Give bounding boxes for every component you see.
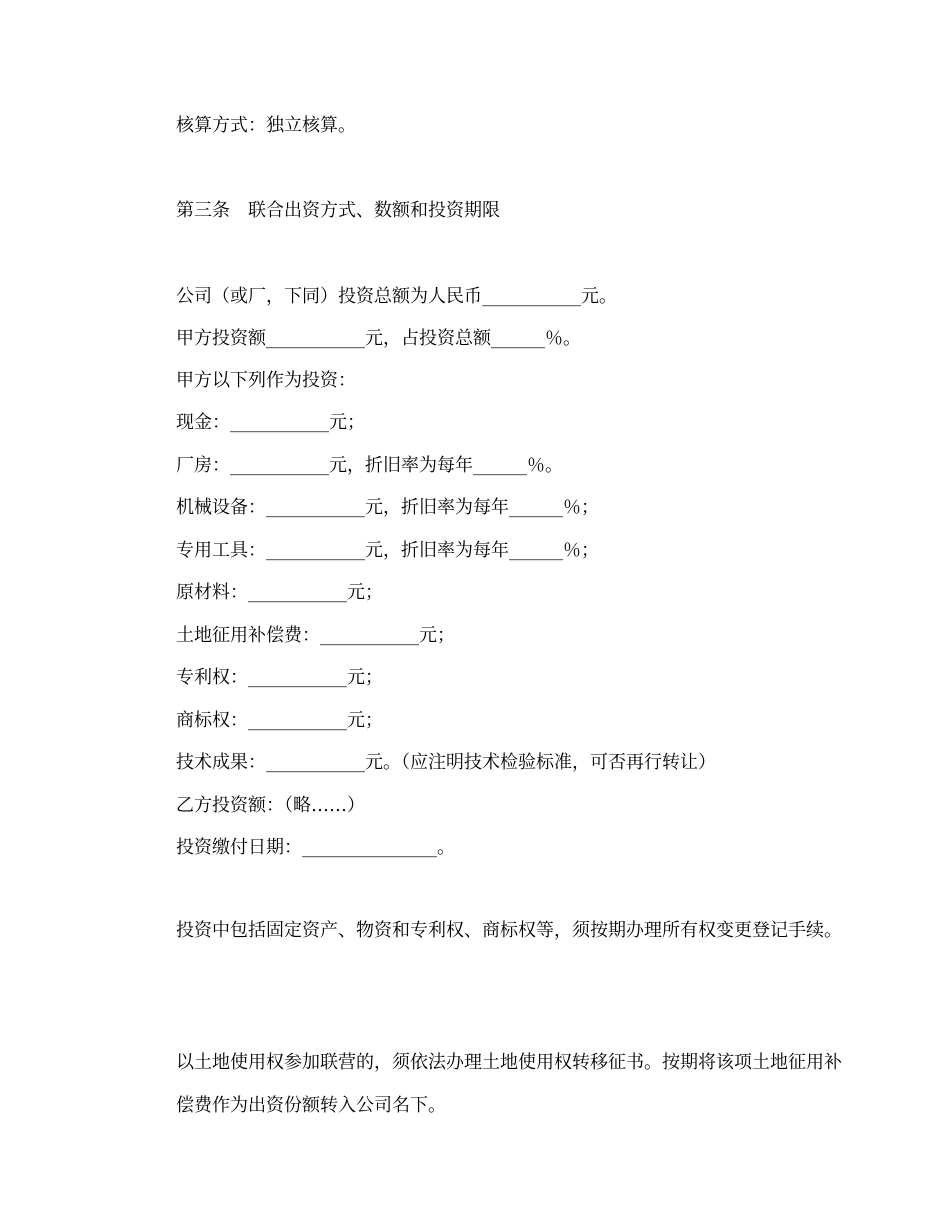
cash-line: 现金：___________元； (176, 412, 365, 433)
factory-line: 厂房：___________元，折旧率为每年______％。 (176, 455, 563, 476)
ownership-registration-paragraph: 投资中包括固定资产、物资和专利权、商标权等，须按期办理所有权变更登记手续。 (176, 920, 842, 941)
trademark-line: 商标权：___________元； (176, 710, 383, 731)
total-investment-line: 公司（或厂，下同）投资总额为人民币___________元。 (176, 286, 617, 307)
machinery-line: 机械设备：___________元，折旧率为每年______％； (176, 497, 599, 518)
party-a-amount-line: 甲方投资额___________元，占投资总额______％。 (176, 328, 581, 349)
payment-date-line: 投资缴付日期：_______________。 (176, 837, 455, 858)
article-3-heading: 第三条 联合出资方式、数额和投资期限 (176, 200, 500, 221)
raw-materials-line: 原材料：___________元； (176, 582, 383, 603)
tech-results-line: 技术成果：___________元。（应注明技术检验标准，可否再行转让） (176, 752, 716, 773)
accounting-method-line: 核算方式：独立核算。 (176, 115, 356, 136)
special-tools-line: 专用工具：___________元，折旧率为每年______％； (176, 540, 599, 561)
land-use-right-paragraph: 以土地使用权参加联营的，须依法办理土地使用权转移征书。按期将该项土地征用补偿费作为出资份额转入公司名下。 (176, 1052, 842, 1116)
party-a-items-intro: 甲方以下列作为投资： (176, 370, 356, 391)
patent-line: 专利权：___________元； (176, 667, 383, 688)
land-compensation-line: 土地征用补偿费：___________元； (176, 625, 455, 646)
party-b-amount-line: 乙方投资额：（略……） (176, 795, 365, 816)
